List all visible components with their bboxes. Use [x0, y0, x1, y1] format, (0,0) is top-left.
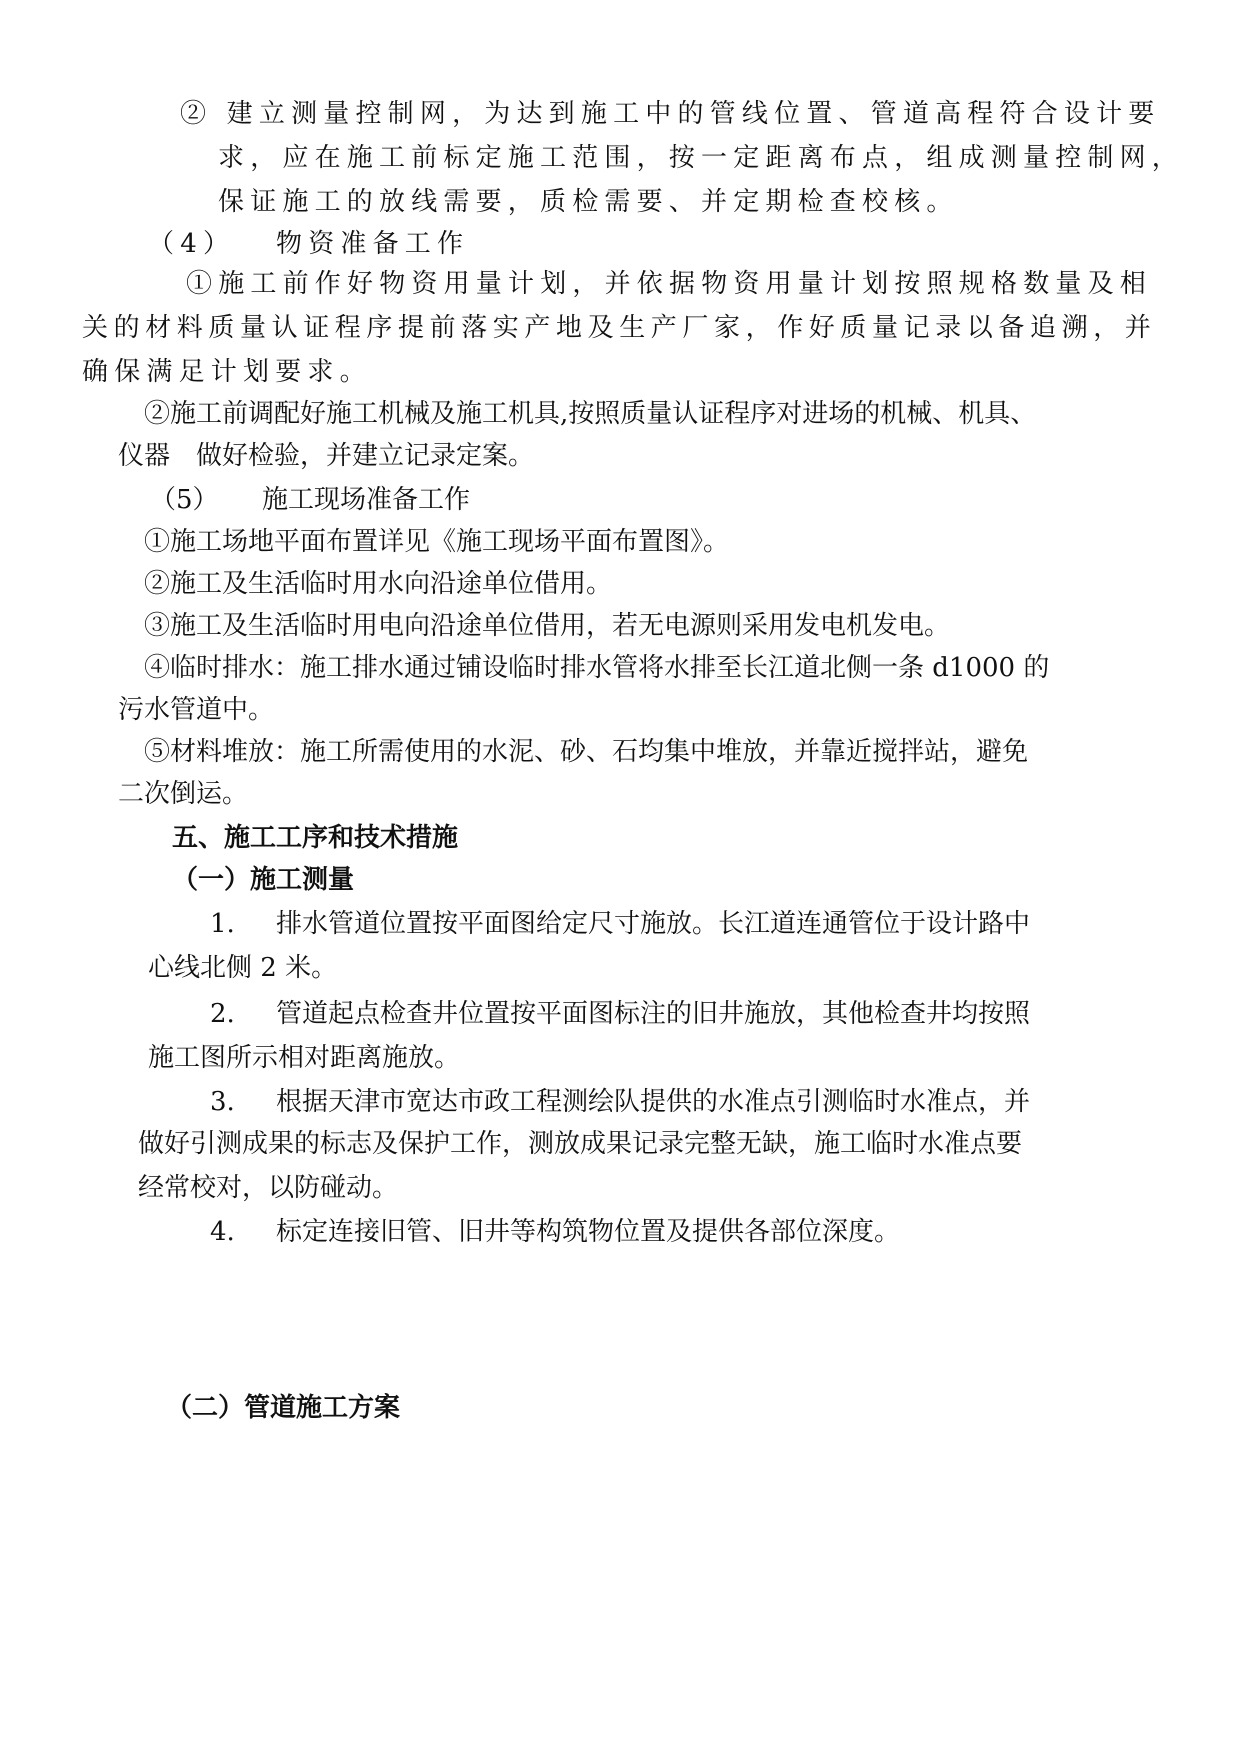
chapter-heading: 五、施工工序和技术措施: [172, 823, 459, 853]
subsection-heading: （一）施工测量: [172, 865, 355, 895]
section-number: （4）: [148, 229, 236, 259]
text-line: ①施工场地平面布置详见《施工现场平面布置图》。: [144, 527, 730, 557]
text-line: 保证施工的放线需要，质检需要、并定期检查校核。: [218, 187, 959, 217]
text-line: 关的材料质量认证程序提前落实产地及生产厂家，作好质量记录以备追溯，并: [82, 313, 1157, 343]
text-line: ①施工前作好物资用量计划，并依据物资用量计划按照规格数量及相: [186, 269, 1153, 299]
text-line: ⑤材料堆放：施工所需使用的水泥、砂、石均集中堆放，并靠近搅拌站，避免: [144, 737, 1029, 767]
text-line: 做好引测成果的标志及保护工作，测放成果记录完整无缺，施工临时水准点要: [138, 1129, 1023, 1159]
text-line: ②施工及生活临时用水向沿途单位借用。: [144, 569, 613, 599]
text-line: ②施工前调配好施工机械及施工机具,按照质量认证程序对进场的机械、机具、: [144, 399, 1037, 429]
section-heading: 物资准备工作: [276, 229, 470, 259]
list-number: 2.: [210, 999, 235, 1029]
text-line: 管道起点检查井位置按平面图标注的旧井施放，其他检查井均按照: [276, 999, 1031, 1029]
text-line: 污水管道中。: [118, 695, 275, 725]
text-line: 经常校对，以防碰动。: [138, 1173, 399, 1203]
text-line: 根据天津市宽达市政工程测绘队提供的水准点引测临时水准点，并: [276, 1087, 1031, 1117]
text-line: ④临时排水：施工排水通过铺设临时排水管将水排至长江道北侧一条 d1000 的: [144, 653, 1050, 683]
section-number: （5）: [150, 485, 219, 515]
text-line: 仪器 做好检验，并建立记录定案。: [118, 441, 535, 471]
subsection-heading: （二）管道施工方案: [166, 1393, 401, 1423]
list-number: 4.: [210, 1217, 235, 1247]
text-line: ② 建立测量控制网，为达到施工中的管线位置、管道高程符合设计要: [180, 99, 1161, 129]
list-number: 1.: [210, 909, 235, 939]
text-line: 确保满足计划要求。: [82, 357, 372, 387]
text-line: 施工图所示相对距离施放。: [148, 1043, 461, 1073]
section-heading: 施工现场准备工作: [262, 485, 471, 515]
text-line: 标定连接旧管、旧井等构筑物位置及提供各部位深度。: [276, 1217, 901, 1247]
text-line: ③施工及生活临时用电向沿途单位借用，若无电源则采用发电机发电。: [144, 611, 951, 641]
text-line: 求，应在施工前标定施工范围，按一定距离布点，组成测量控制网，: [218, 143, 1185, 173]
list-number: 3.: [210, 1087, 235, 1117]
text-line: 二次倒运。: [118, 779, 249, 809]
text-line: 心线北侧 2 米。: [148, 953, 338, 983]
text-line: 排水管道位置按平面图给定尺寸施放。长江道连通管位于设计路中: [276, 909, 1031, 939]
